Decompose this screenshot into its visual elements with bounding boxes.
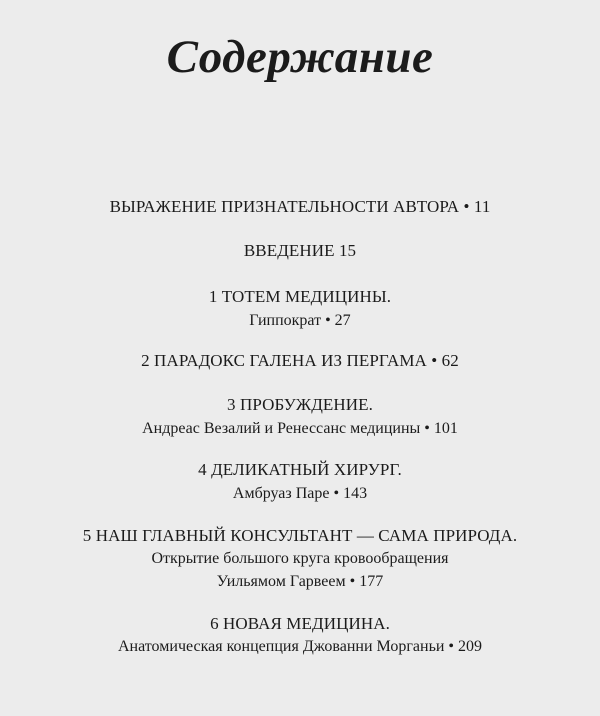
toc-entry-chapter-4-subtitle: Амбруаз Паре • 143 (232, 485, 368, 502)
toc-entry-chapter-4-title: 4 ДЕЛИКАТНЫЙ ХИРУРГ. (198, 460, 402, 479)
toc-entry-chapter-3-subtitle: Андреас Везалий и Ренессанс медицины • 101 (142, 420, 458, 437)
page-title: Содержание (166, 31, 434, 83)
toc-entry-chapter-5-subtitle-line-1: Открытие большого круга кровообращения (151, 550, 449, 567)
toc-entry-chapter-5-subtitle-line-2: Уильямом Гарвеем • 177 (216, 573, 384, 590)
toc-entry-chapter-1-subtitle: Гиппократ • 27 (249, 312, 351, 329)
toc-entry-chapter-6-subtitle: Анатомическая концепция Джованни Морганьи • 209 (117, 638, 483, 655)
toc-entry-acknowledgments: ВЫРАЖЕНИЕ ПРИЗНАТЕЛЬНОСТИ АВТОРА • 11 (109, 197, 491, 216)
toc-entry-chapter-2-title: 2 ПАРАДОКС ГАЛЕНА ИЗ ПЕРГАМА • 62 (141, 351, 459, 370)
toc-entry-chapter-6-title: 6 НОВАЯ МЕДИЦИНА. (210, 614, 390, 633)
toc-entry-chapter-5-title: 5 НАШ ГЛАВНЫЙ КОНСУЛЬТАНТ — САМА ПРИРОДА. (82, 526, 518, 545)
toc-entry-chapter-1-title: 1 ТОТЕМ МЕДИЦИНЫ. (208, 287, 392, 306)
toc-entry-introduction: ВВЕДЕНИЕ 15 (243, 241, 357, 260)
toc-entry-chapter-3-title: 3 ПРОБУЖДЕНИЕ. (227, 395, 373, 414)
